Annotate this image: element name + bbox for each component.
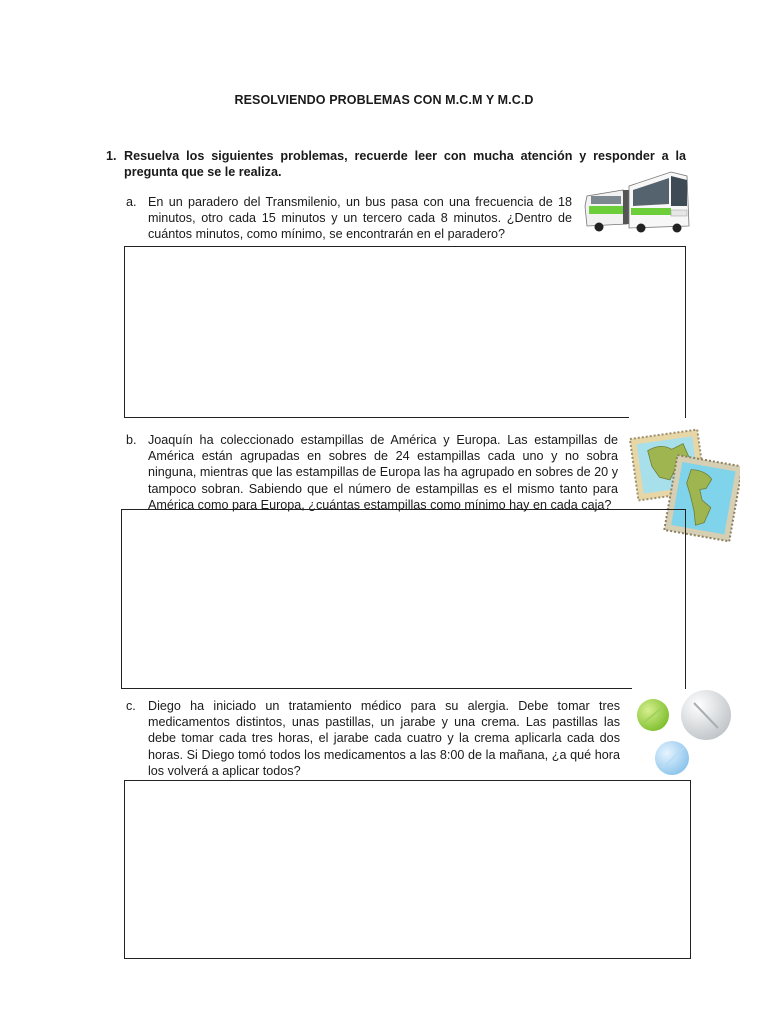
bus-image bbox=[583, 166, 691, 234]
pills-icon bbox=[634, 688, 734, 780]
page-title: RESOLVIENDO PROBLEMAS CON M.C.M Y M.C.D bbox=[234, 93, 534, 107]
instruction-text: Resuelva los siguientes problemas, recuerde leer con mucha atención y responder a la pregunta que se le realiza. bbox=[124, 149, 686, 179]
question-letter: a. bbox=[126, 195, 137, 209]
question-text: En un paradero del Transmilenio, un bus pasa con una frecuencia de 18 minutos, otro cada 15 minutos y un tercero cada 8 minutos. ¿Dentro de cuántos minutos, como mínimo, se encontrarán en el paradero? bbox=[148, 195, 572, 242]
answer-box-a[interactable] bbox=[124, 246, 686, 418]
instruction-number: 1. bbox=[106, 149, 117, 163]
question-text: Diego ha iniciado un tratamiento médico para su alergia. Debe tomar tres medicamentos distintos, unas pastillas, un jarabe y una crema. Las pastillas las debe tomar cada tres horas, el jarabe cada cuatro y la crema aplicarla cada dos horas. Si Diego tomó todos los medicamentos a las 8:00 de la mañana, ¿a qué hora los volverá a aplicar todos? bbox=[148, 699, 620, 778]
question-c bbox=[126, 698, 620, 779]
answer-box-c[interactable] bbox=[124, 780, 691, 959]
answer-box-b-bottom bbox=[121, 688, 632, 689]
question-b bbox=[126, 432, 618, 513]
pills-image bbox=[634, 688, 734, 780]
question-a bbox=[126, 194, 572, 243]
question-letter: c. bbox=[126, 699, 136, 713]
articulated-bus-icon bbox=[583, 166, 691, 234]
question-letter: b. bbox=[126, 433, 137, 447]
answer-box-b[interactable] bbox=[121, 509, 686, 689]
question-text: Joaquín ha coleccionado estampillas de América y Europa. Las estampillas de América están agrupadas en sobres de 24 estampillas cada uno y no sobra ninguna, mientras que las estampillas de Europa las ha agrupado en sobres de 20 y tampoco sobran. Sabiendo que el número de estampillas es el mismo tanto para América como para Europa, ¿cuántas estampillas como mínimo hay en cada caja? bbox=[148, 433, 618, 512]
answer-box-a-bottom bbox=[124, 417, 629, 418]
